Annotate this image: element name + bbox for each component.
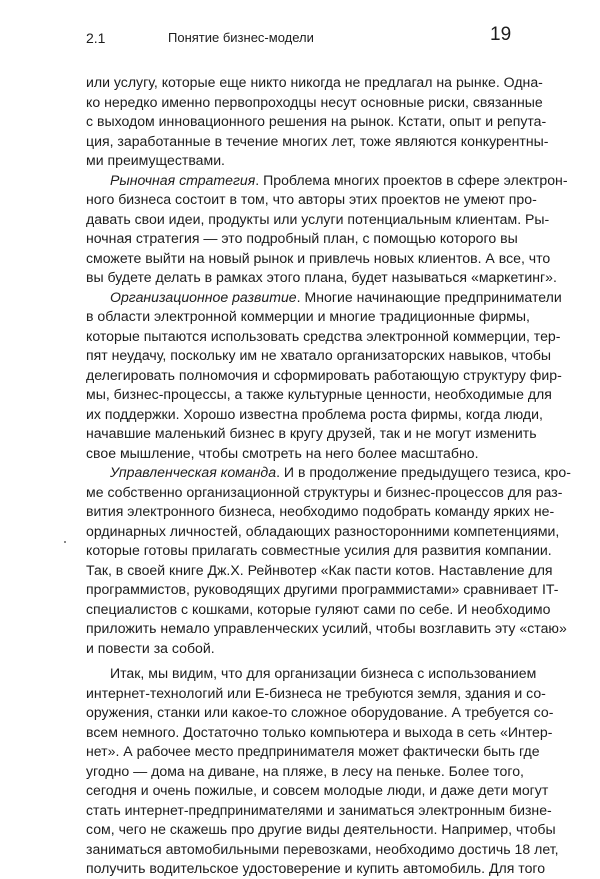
margin-speck <box>64 541 66 543</box>
paragraph-term: Организационное развитие <box>110 288 297 305</box>
page-body <box>86 73 571 879</box>
text-line: или услугу, которые еще никто никогда не предлагал на рынке. Одна- <box>86 74 543 90</box>
text-line: сможете выйти на новый рынок и привлечь новых клиентов. А все, что <box>86 249 551 266</box>
text-line-first <box>86 288 562 308</box>
page-number: 19 <box>490 24 512 45</box>
text-line: нет». А рабочее место предпринимателя может фактически быть где <box>86 743 540 759</box>
text-line: специалистов с кошками, которые гуляют сами по себе. И необходимо <box>86 600 551 617</box>
text-line: вития электронного бизнеса, необходимо подобрать команду ярких не- <box>86 503 555 519</box>
text-line: ко нередко именно первопроходцы несут основные риски, связанные <box>86 93 543 110</box>
text-line: свое мышление, чтобы смотреть на него более масштабно. <box>86 444 479 461</box>
text-line: угодно — дома на диване, на пляже, в лесу на пеньке. Более того, <box>86 762 524 779</box>
text-line: приложить немало управленческих усилий, чтобы возглавить эту «стаю» <box>86 620 567 636</box>
text-line: и повести за собой. <box>86 639 215 656</box>
text-line-first: Итак, мы видим, что для организации бизнеса с использованием <box>110 665 537 681</box>
text-run: . Многие начинающие предприниматели <box>296 288 562 305</box>
text-line: их поддержки. Хорошо известна проблема роста фирмы, когда люди, <box>86 405 543 422</box>
text-line-first <box>86 171 568 191</box>
text-line: пят неудачу, поскольку им не хватало организаторских навыков, чтобы <box>86 347 552 363</box>
text-line: которые пытаются использовать средства электронной коммерции, тер- <box>86 327 561 344</box>
text-line: с выходом инновационного решения на рынок. Кстати, опыт и репута- <box>86 113 547 129</box>
text-line: всем немного. Достаточно только компьютера и выхода в сеть «Интер- <box>86 723 553 740</box>
text-line: мы, бизнес-процессы, а также культурные ценности, необходимые для <box>86 386 552 402</box>
text-line: интернет-технологий или Е-бизнеса не требуются земля, здания и со- <box>86 684 546 701</box>
text-line: ного бизнеса состоит в том, что авторы этих проектов не умеют про- <box>86 191 537 207</box>
text-line: ме собственно организационной структуры и бизнес-процессов для раз- <box>86 483 563 500</box>
text-line: заниматься автомобильными перевозками, необходимо достичь 18 лет, <box>86 840 559 857</box>
text-line: вы будете делать в рамках этого плана, будет называться «маркетинг». <box>86 269 557 285</box>
text-line: начавшие маленький бизнес в кругу друзей, так и не могут изменить <box>86 425 537 441</box>
text-line: которые готовы прилагать совместные усилия для развития компании. <box>86 542 552 558</box>
paragraph-term: Управленческая команда <box>110 464 277 480</box>
text-line: стать интернет-предпринимателями и заниматься электронным бизне- <box>86 801 552 818</box>
text-line: ция, заработанные в течение многих лет, тоже являются конкурентны- <box>86 132 549 149</box>
text-line: программистов, руководящих другими программистами» сравнивает IT- <box>86 581 559 597</box>
text-line: в области электронной коммерции и многие традиционные фирмы, <box>86 308 530 324</box>
page-header <box>0 24 600 48</box>
text-line: давать свои идеи, продукты или услуги потенциальным клиентам. Ры- <box>86 210 550 227</box>
paragraph-term: Рыночная стратегия <box>110 171 256 188</box>
text-line: получить водительское удостоверение и купить автомобиль. Для того <box>86 860 546 876</box>
text-line: делегировать полномочия и сформировать работающую структуру фир- <box>86 366 562 383</box>
paragraph-continuation <box>86 73 549 171</box>
text-line: Так, в своей книге Дж.Х. Рейнвотер «Как пасти котов. Наставление для <box>86 561 553 578</box>
text-line-first <box>86 463 571 483</box>
text-line: ми преимуществами. <box>86 152 225 168</box>
text-line: сегодня и очень пожилые, и совсем молодые люди, и даже дети могут <box>86 782 549 798</box>
text-line: сом, чего не скажешь про другие виды деятельности. Например, чтобы <box>86 821 556 837</box>
text-line: оружения, станки или какое-то сложное оборудование. А требуется со- <box>86 704 554 720</box>
text-run: . И в продолжение предыдущего тезиса, кро- <box>276 464 571 480</box>
text-line: ординарных личностей, обладающих разносторонними компетенциями, <box>86 522 560 539</box>
running-title: Понятие бизнес-модели <box>168 30 314 45</box>
text-line: ночная стратегия — это подробный план, с помощью которого вы <box>86 230 518 246</box>
paragraph-organizational-development <box>86 288 562 464</box>
paragraph-market-strategy <box>86 171 568 288</box>
text-run: . Проблема многих проектов в сфере электрон- <box>255 171 568 188</box>
section-number: 2.1 <box>86 30 106 46</box>
paragraph-conclusion <box>86 664 559 879</box>
paragraph-management-team <box>86 463 571 658</box>
